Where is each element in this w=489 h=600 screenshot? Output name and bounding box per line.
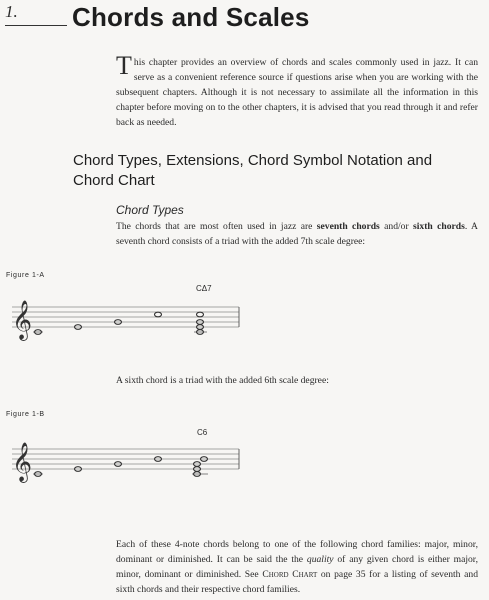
- term-quality: quality: [306, 554, 334, 565]
- term-seventh-chords: seventh chords: [316, 221, 380, 232]
- text-run: The chords that are most often used in jazz are: [116, 221, 317, 232]
- subheading: Chord Types: [116, 203, 184, 217]
- chapter-number: 1.: [5, 2, 18, 21]
- chord-note-b: [197, 312, 204, 317]
- figure-b-label: Figure 1-B: [6, 411, 45, 418]
- paragraph-seventh-chords: [116, 219, 478, 249]
- staff-lines: [12, 307, 239, 327]
- figure-a-staff: [12, 297, 240, 347]
- figure-a-chord-symbol: CΔ7: [196, 284, 212, 293]
- figure-a-label: Figure 1-A: [6, 272, 45, 279]
- section-heading: Chord Types, Extensions, Chord Symbol Notation and Chord Chart: [73, 152, 433, 189]
- treble-clef-icon: 𝄞: [12, 300, 33, 340]
- note-b: [155, 312, 162, 317]
- text-run: of any given chord is either major, minor, dominant or diminished. See: [116, 554, 479, 580]
- term-sixth-chords: sixth chords: [413, 221, 465, 232]
- intro-text: his chapter provides an overview of chords and scales commonly used in jazz. It can serve as a convenient reference source if questions arise when you are working with the subsequent chapters. Although it is not necessary to assimilate all the information in this chapter before moving on to the other chapters, it is advised that you read through it and refer back as needed.: [116, 57, 478, 128]
- intro-paragraph: [116, 51, 478, 130]
- figure-b-staff: [12, 439, 240, 489]
- drop-cap: T: [116, 51, 132, 80]
- chapter-title: Chords and Scales: [72, 2, 310, 32]
- paragraph-sixth-chords: A sixth chord is a triad with the added 6th scale degree:: [116, 375, 329, 386]
- text-run: Each of these 4-note chords belong to one of the following chord families: major, minor, dominant or diminished. It can be said the the: [116, 539, 478, 565]
- treble-clef-icon: 𝄞: [12, 442, 33, 482]
- text-run: and/or: [379, 221, 414, 232]
- paragraph-chord-families: [116, 537, 478, 597]
- chord-chart-reference: Chord Chart: [262, 569, 318, 580]
- text-run: . A seventh chord consists of a triad with the added 7th scale degree:: [116, 221, 478, 247]
- staff-lines: [12, 449, 239, 469]
- chapter-rule: [5, 25, 67, 26]
- text-run: on page 35 for a listing of seventh and sixth chords and their respective chord families.: [116, 569, 478, 595]
- figure-b-chord-symbol: C6: [197, 428, 208, 437]
